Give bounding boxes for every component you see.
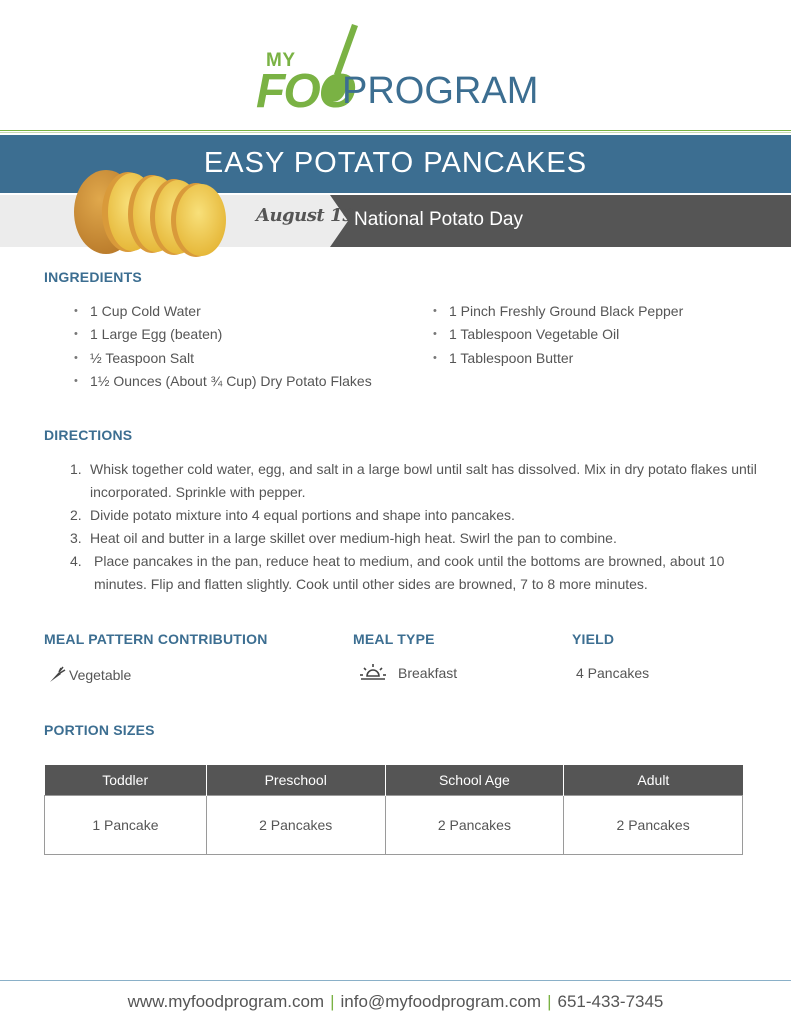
step-text: Place pancakes in the pan, reduce heat to medium, and cook until the bottoms are browned, about 10 minutes. Flip and flatten slightly. Cook until other sides are browned, 7 to 8 more minutes. [94, 553, 725, 592]
ingredients-list-left [74, 302, 424, 395]
portion-sizes-heading: PORTION SIZES [44, 722, 155, 738]
meal-type-value: Breakfast [398, 665, 458, 681]
directions-heading: DIRECTIONS [44, 427, 133, 443]
footer-separator: | [547, 992, 552, 1011]
brand-logo [256, 22, 546, 118]
column-header-adult: Adult [564, 765, 743, 795]
direction-step [70, 458, 770, 504]
carrot-icon [48, 666, 66, 684]
step-number: 3. [70, 530, 82, 546]
yield-heading: YIELD [572, 631, 615, 647]
step-text: Heat oil and butter in a large skillet over medium-high heat. Swirl the pan to combine. [90, 530, 617, 546]
recipe-date: August 19 [256, 205, 354, 226]
email-link[interactable]: info@myfoodprogram.com [340, 992, 542, 1011]
table-row [45, 795, 743, 854]
ingredient-item: • 1 Tablespoon Vegetable Oil [433, 325, 763, 348]
ingredient-item: • 1 Large Egg (beaten) [74, 325, 424, 348]
step-text: Divide potato mixture into 4 equal portions and shape into pancakes. [90, 507, 515, 523]
ingredient-item: • 1 Tablespoon Butter [433, 349, 763, 372]
meal-type-heading: MEAL TYPE [353, 631, 435, 647]
potato-slices-illustration [70, 162, 240, 262]
footer-contact [0, 992, 791, 1012]
ingredients-heading: INGREDIENTS [44, 269, 142, 285]
recipe-title: EASY POTATO PANCAKES [203, 147, 588, 179]
portion-cell-school-age: 2 Pancakes [385, 795, 564, 854]
portion-cell-adult: 2 Pancakes [564, 795, 743, 854]
header-divider [0, 130, 791, 131]
logo-food: FOO [256, 65, 354, 118]
direction-step [70, 550, 770, 596]
sunrise-icon [360, 663, 386, 681]
portion-cell-toddler: 1 Pancake [45, 795, 207, 854]
meal-pattern-heading: MEAL PATTERN CONTRIBUTION [44, 631, 268, 647]
logo-program: PROGRAM [342, 70, 539, 112]
meal-pattern-value: Vegetable [69, 667, 132, 683]
yield-value: 4 Pancakes [576, 665, 650, 681]
portion-sizes-table [44, 765, 743, 855]
portion-cell-preschool: 2 Pancakes [206, 795, 385, 854]
phone-number: 651-433-7345 [557, 992, 664, 1011]
directions-list [70, 458, 770, 596]
ingredient-item: • 1 Pinch Freshly Ground Black Pepper [433, 302, 763, 325]
direction-step [70, 527, 770, 550]
step-number: 4. [70, 553, 82, 569]
step-number: 1. [70, 461, 82, 477]
logo-my: MY [266, 50, 296, 71]
footer-divider [0, 980, 791, 981]
column-header-toddler: Toddler [45, 765, 207, 795]
direction-step [70, 504, 770, 527]
column-header-preschool: Preschool [206, 765, 385, 795]
ingredient-item: • ½ Teaspoon Salt [74, 349, 424, 372]
column-header-school-age: School Age [385, 765, 564, 795]
table-header-row [45, 765, 743, 795]
national-day-label: National Potato Day [354, 209, 523, 230]
step-text: Whisk together cold water, egg, and salt in a large bowl until salt has dissolved. Mix in dry potato flakes until incorporated. Sprinkle with pepper. [90, 461, 757, 500]
ingredient-item: • 1 Cup Cold Water [74, 302, 424, 325]
website-link[interactable]: www.myfoodprogram.com [127, 992, 325, 1011]
ingredient-item: • 1½ Ounces (About ¾ Cup) Dry Potato Flakes [74, 372, 424, 395]
ingredients-list-right [433, 302, 763, 372]
step-number: 2. [70, 507, 82, 523]
footer-separator: | [330, 992, 335, 1011]
header-divider-secondary [0, 132, 791, 133]
